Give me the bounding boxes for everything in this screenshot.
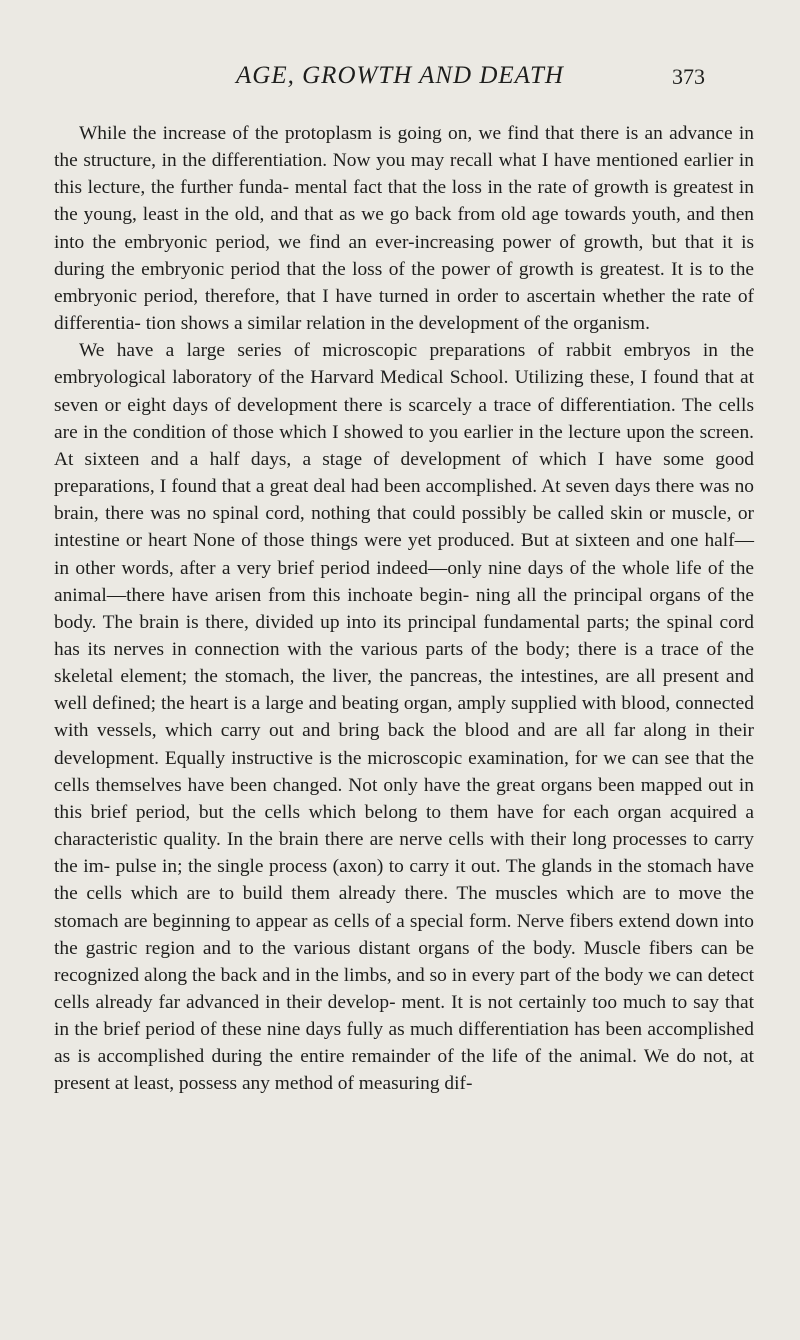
paragraph: We have a large series of microscopic preparations of rabbit embryos in the embryological laboratory of the Harvard Medical School. Utilizing these, I found that at seven or eight days of development there is scarcely a trace of differentiation. The cells are in the condition of those which I showed to you earlier in the lecture upon the screen. At sixteen and a half days, a stage of development of which I have some good preparations, I found that a great deal had been accomplished. At seven days there was no brain, there was no spinal cord, nothing that could possibly be called skin or muscle, or intestine or heart None of those things were yet produced. But at sixteen and one half— in other words, after a very brief period indeed—only nine days of the whole life of the animal—there have arisen from this inchoate begin- ning all the principal organs of the body. The brain is there, divided up into its principal fundamental parts; the spinal cord has its nerves in connection with the various parts of the body; there is a trace of the skeletal element; the stomach, the liver, the pancreas, the intestines, are all present and well defined; the heart is a large and beating organ, amply supplied with blood, connected with vessels, which carry out and bring back the blood and are all far along in their development. Equally instructive is the microscopic examination, for we can see that the cells themselves have been changed. Not only have the great organs been mapped out in this brief period, but the cells which belong to them have for each organ acquired a characteristic quality. In the brain there are nerve cells with their long processes to carry the im- pulse in; the single process (axon) to carry it out. The glands in the stomach have the cells which are to build them already there. The muscles which are to move the stomach are beginning to appear as cells of a special form. Nerve fibers extend down into the gastric region and to the various distant organs of the body. Muscle fibers can be recognized along the back and in the limbs, and so in every part of the body we can detect cells already far advanced in their develop- ment. It is not certainly too much to say that in the brief period of these nine days fully as much differentiation has been accomplished as is accomplished during the entire remainder of the life of the animal. We do not, at present at least, possess any method of measuring dif- xyxy=(54,340,754,1095)
page-header xyxy=(0,62,800,102)
paragraph: While the increase of the protoplasm is going on, we find that there is an advance in the structure, in the differentiation. Now you may recall what I have mentioned earlier in this lecture, the further funda- mental fact that the loss in the rate of growth is greatest in the young, least in the old, and that as we go back from old age towards youth, and then into the embryonic period, we find an ever-increasing power of growth, but that it is during the embryonic period that the loss of the power of growth is greatest. It is to the embryonic period, therefore, that I have turned in order to ascertain whether the rate of differentia- tion shows a similar relation in the development of the organism. xyxy=(54,123,754,335)
body-text xyxy=(54,120,754,1098)
page-number: 373 xyxy=(672,64,705,89)
running-title: AGE, GROWTH AND DEATH xyxy=(236,62,564,89)
